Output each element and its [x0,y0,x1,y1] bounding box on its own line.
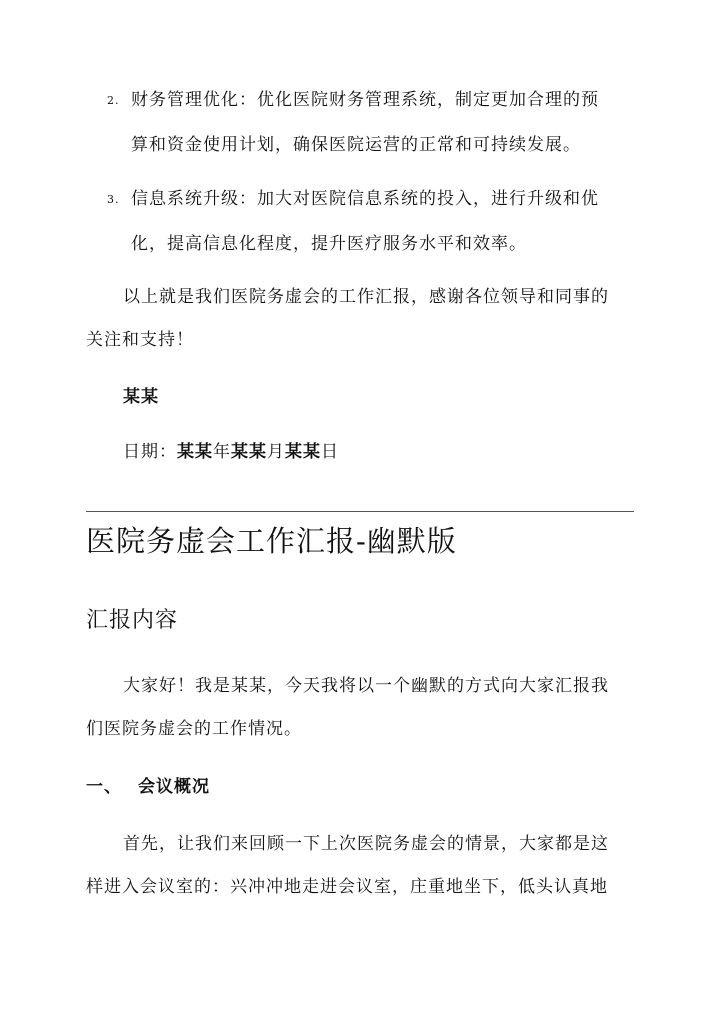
list-text: 信息系统升级：加大对医院信息系统的投入，进行升级和优 [131,189,599,209]
date-line [123,440,339,464]
date-month-unit: 月 [267,442,285,462]
section-paragraph [86,823,634,909]
intro-paragraph [86,665,634,751]
date-day-unit: 日 [321,442,339,462]
date-year: 某某 [177,442,213,462]
section-divider [86,511,634,512]
section-heading-text: 会议概况 [138,777,210,797]
list-text-continued: 算和资金使用计划，确保医院运营的正常和可持续发展。 [131,135,581,155]
list-text: 财务管理优化：优化医院财务管理系统，制定更加合理的预 [131,90,599,110]
list-item [107,177,642,266]
section-subtitle: 汇报内容 [86,608,179,633]
list-item [107,78,642,167]
paragraph-line: 首先，让我们来回顾一下上次医院务虚会的情景，大家都是这 [123,834,609,854]
paragraph-line: 样进入会议室的：兴冲冲地走进会议室，庄重地坐下，低头认真地 [86,877,608,897]
closing-paragraph [86,276,634,362]
section-number: 一、 [86,777,122,797]
list-number: 2. [107,94,120,107]
section-heading [86,775,210,799]
date-day: 某某 [285,442,321,462]
paragraph-line: 们医院务虚会的工作情况。 [86,719,302,739]
date-month: 某某 [231,442,267,462]
paragraph-line: 以上就是我们医院务虚会的工作汇报，感谢各位领导和同事的 [123,287,609,307]
paragraph-line: 大家好！我是某某，今天我将以一个幽默的方式向大家汇报我 [123,676,609,696]
paragraph-line: 关注和支持！ [86,330,194,350]
document-title: 医院务虚会工作汇报-幽默版 [86,524,457,558]
date-year-unit: 年 [213,442,231,462]
list-text-continued: 化，提高信息化程度，提升医疗服务水平和效率。 [131,234,527,254]
date-label: 日期： [123,442,177,462]
list-number: 3. [107,193,120,206]
signature: 某某 [123,387,159,407]
